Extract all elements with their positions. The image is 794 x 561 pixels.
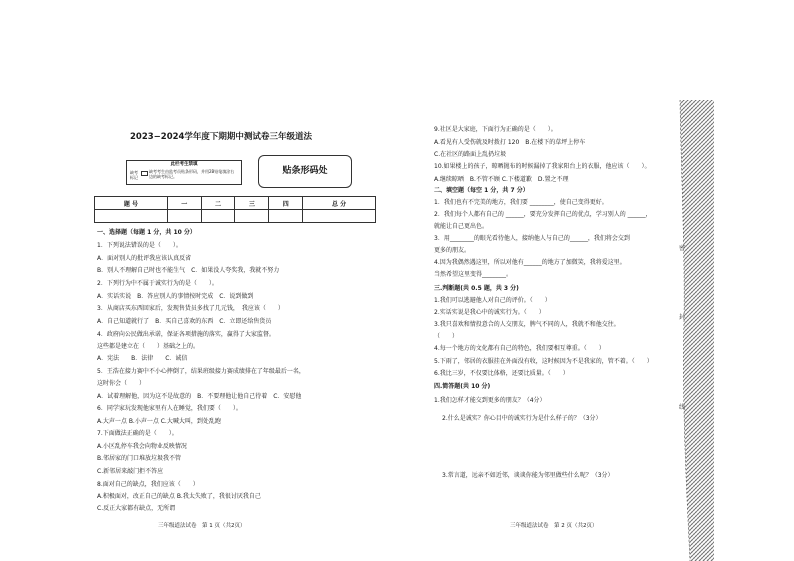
- binding-mark: 封: [679, 314, 686, 321]
- question-line: 二、填空题（每空 1 分，共 7 分）: [434, 187, 529, 194]
- question-line: A．试着理解他，因为这不是故意的 B．不要理他让他自己待着 C．安慰他: [97, 393, 302, 400]
- question-line: A.看见有人受伤就及时拨打 120 B.在楼下的草坪上停车: [434, 139, 586, 146]
- question-line: 三.判断题(共 0.5 题，共 3 分): [434, 285, 519, 292]
- question-line: 10.如果楼上的孩子，晾晒抛布的时候漏掉了我家阳台上的衣服，他应该（ ）。: [434, 163, 651, 170]
- question-line: A．自己知道就行了 B．买自己喜欢的东西 C．立即还给售货员: [97, 318, 272, 325]
- question-line: 1.我们怎样才能交到更多的朋友？（4分）: [434, 397, 546, 404]
- score-cell[interactable]: [95, 210, 168, 223]
- notice-side-label: 缺考: [130, 170, 138, 175]
- question-line: （ ）: [434, 333, 459, 340]
- score-cell[interactable]: [167, 210, 201, 223]
- binding-mark: 线: [679, 404, 686, 411]
- score-cell[interactable]: [201, 210, 235, 223]
- question-line: 5.下雨了，邻居的衣服挂在外面没有收，这时候因为不是我家的，管不着。（ ）: [434, 358, 653, 365]
- notice-side-label: 标记: [130, 175, 138, 180]
- question-line: 6.我比三岁，不仅要比体格，还要比质量。（ ）: [434, 370, 569, 377]
- question-line: 4．政府向公民做出承诺，保证各项措施的落实，赢得了大家监督。: [97, 331, 275, 338]
- question-line: A.大声一点 B.小声一点 C.大喊大叫，到处乱跑: [97, 418, 221, 425]
- question-line: 2.什么是诚实？你心目中的诚实行为是什么样子的？（3分）: [442, 415, 602, 422]
- question-line: 3．从商店买东西回家后，发现售货员多找了几元钱， 我应该（ ）: [97, 305, 284, 312]
- score-cell[interactable]: [303, 210, 376, 223]
- question-line: 4.因为我偶然遇这里，所以对他有______的地方了加微笑，我将爱这里。: [434, 259, 626, 266]
- score-table-header: 三: [235, 197, 269, 210]
- page-footer: 三年级道法试卷 第 2 页（共2页）: [510, 523, 598, 529]
- score-table-header: 总 分: [303, 197, 376, 210]
- score-cell[interactable]: [235, 210, 269, 223]
- notice-title: 此栏考生禁填: [170, 162, 198, 167]
- question-line: 8.面对自己的缺点，我们应该（ ）: [97, 481, 199, 488]
- question-line: 3．用________的眼光看待他人，接纳他人与自己的______，我们将会交到: [434, 235, 630, 242]
- question-line: 四.简答题(共 10 分): [434, 383, 491, 390]
- question-line: 5．王浩在接力赛中不小心摔倒了，结果班级接力赛成绩排在了年级最后一名，: [97, 368, 305, 375]
- score-table-header: 二: [201, 197, 235, 210]
- binding-strip: [676, 100, 714, 561]
- question-line: 1．我们也有不完美的地方，我们要 ________，使自己变得更好。: [434, 199, 608, 206]
- question-line: 9.社区是大家庭，下面行为正确的是（ ）。: [434, 126, 557, 133]
- question-line: 更多的朋友。: [434, 247, 471, 254]
- exam-page-2: [400, 0, 794, 561]
- question-line: C.反正大家都有缺点，无所谓: [97, 505, 176, 512]
- absent-mark-checkbox[interactable]: [141, 171, 148, 176]
- question-line: 2.实话实说是我心中的诚实行为。（ ）: [434, 309, 545, 316]
- page-footer: 三年级道法试卷 第 1 页（共2页）: [158, 523, 246, 529]
- question-line: 6．同学家玩发现他家里有人在睡觉，我们要（ ）。: [97, 405, 242, 412]
- question-line: 7.下面做法正确的是（ ）。: [97, 430, 178, 437]
- score-table: [94, 196, 376, 223]
- question-line: A．宪法 B．法律 C．诚信: [97, 355, 188, 362]
- question-line: A.积极面对，改正自己的缺点 B.我太失败了，我很讨厌我自己: [97, 493, 261, 500]
- score-table-header: 题 号: [95, 197, 168, 210]
- score-cell[interactable]: [269, 210, 303, 223]
- question-line: 2．下列行为中不属于诚实行为的是（ ）。: [97, 280, 218, 287]
- question-line: 当然希望这里变得________。: [434, 271, 513, 278]
- notice-body: 缺考考生由监考员贴条形码，并用2B铅笔填涂右边的缺考标记。: [149, 169, 235, 179]
- question-line: A.继续晾晒 B.不管不顾 C.下楼道歉 D.置之不理: [434, 176, 569, 183]
- question-line: 就能让自己更出色。: [434, 223, 489, 230]
- question-line: 1．下列说法错误的是（ ）。: [97, 242, 182, 249]
- barcode-area: 贴条形码处: [258, 155, 352, 188]
- binding-mark: 密: [679, 245, 686, 252]
- question-line: 这时你会（ ）: [97, 380, 146, 387]
- question-line: 3.常言道，远亲不如近邻，谈谈你能为邻里做些什么呢？（3分）: [442, 472, 614, 479]
- question-line: A．面对别人的批评我应该认真反省: [97, 255, 192, 262]
- score-table-header: 四: [269, 197, 303, 210]
- question-line: B．别人不理解自己时也不能生气 C．如果没人夸奖我，我就不努力: [97, 267, 280, 274]
- question-line: B.邻居家的门口堆放垃圾我不管: [97, 455, 182, 462]
- question-line: C.在社区的路面上乱扔垃圾: [434, 151, 507, 158]
- question-line: 4.每一个地方的文化都有自己的特色，我们要相互尊重。（ ）: [434, 345, 605, 352]
- question-line: C.新邻居来敲门拒不答应: [97, 468, 164, 475]
- question-line: 一、选择题（每题 1 分，共 10 分）: [97, 229, 196, 236]
- score-table-header: 一: [167, 197, 201, 210]
- question-line: A．实话实说 B．答应别人的事情按时完成 C．说到做到: [97, 293, 254, 300]
- question-line: 3.我只喜欢和情投意合的人交朋友，脾气不同的人，我就不和他交往。: [434, 321, 620, 328]
- question-line: A.小区乱停车我会向物业反映情况: [97, 443, 187, 450]
- question-line: 1.我们可以逃避他人对自己的评价。（ ）: [434, 297, 551, 304]
- absent-notice-box: [126, 160, 242, 185]
- exam-title: 2023−2024学年度下期期中测试卷三年级道法: [130, 132, 312, 142]
- question-line: 2．我们每个人都有自己的 ______，要充分发挥自己的优点，学习别人的 ______，: [434, 211, 652, 218]
- question-line: 这些都是建立在（ ）基础之上的。: [97, 343, 200, 350]
